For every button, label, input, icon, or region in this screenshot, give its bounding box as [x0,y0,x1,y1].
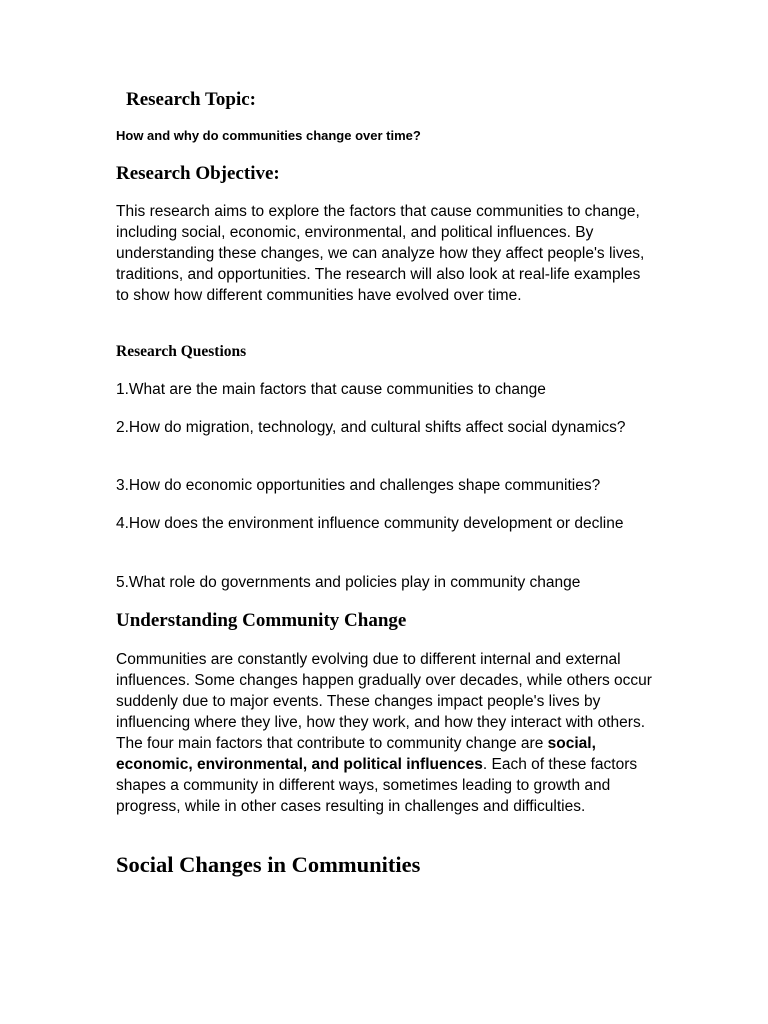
research-question-3: 3.How do economic opportunities and challenges shape communities? [116,477,601,494]
understanding-text-before: Communities are constantly evolving due to different internal and external influences. Some changes happen gradually over decades, while others occur suddenly due to major events. These changes impact people's lives by influencing where they live, how they work, and how they interact with others. The four main factors that contribute to community change are [116,651,652,752]
research-objective-paragraph: This research aims to explore the factors that cause communities to change, including social, economic, environmental, and political influences. By understanding these changes, we can analyze how they affect people's lives, traditions, and opportunities. The research will also look at real-life examples to show how different communities have evolved over time. [116,203,645,304]
research-topic-text: How and why do communities change over time? [116,128,421,143]
research-objective-heading: Research Objective: [116,163,280,184]
research-question-1: 1.What are the main factors that cause communities to change [116,381,546,398]
understanding-paragraph [116,649,656,817]
research-questions-heading: Research Questions [116,343,247,360]
social-changes-heading: Social Changes in Communities [116,852,421,877]
research-topic-heading: Research Topic: [126,89,257,110]
understanding-text-after: . Each of these factors shapes a community in different ways, sometimes leading to growth and progress, while in other cases resulting in challenges and difficulties. [116,756,638,815]
research-question-2: 2.How do migration, technology, and cultural shifts affect social dynamics? [116,419,626,436]
research-question-4: 4.How does the environment influence community development or decline [116,515,624,532]
research-question-5: 5.What role do governments and policies play in community change [116,574,581,591]
understanding-heading: Understanding Community Change [116,610,407,631]
understanding-text-bold: social, economic, environmental, and political influences [116,735,596,773]
